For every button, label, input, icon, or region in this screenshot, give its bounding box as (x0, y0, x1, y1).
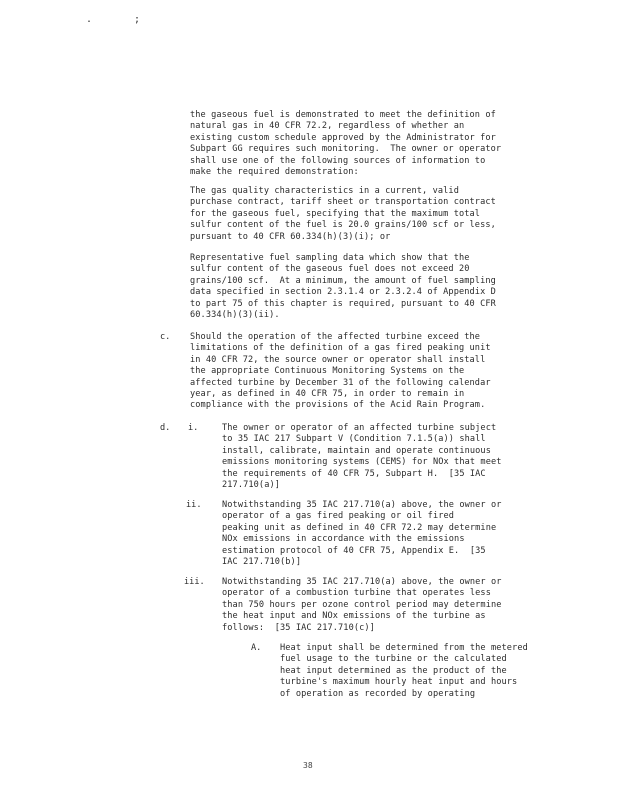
item-c-text: Should the operation of the affected turbine exceed the limitations of the definition of a gas fired peaking unit in 40 CFR 72, the source owner or operator shall install the appropriate Continuous Monitoring Systems on the affected turbine by December 31 of the following calendar year, as defined in 40 CFR 75, in order to remain in compliance with the provisions of the Acid Rain Program. (190, 332, 491, 411)
item-d-iii-text: Notwithstanding 35 IAC 217.710(a) above, the owner or operator of a combustion turbine that operates less than 750 hours per ozone control period may determine the heat input and NOx emissions of the turbine as follows: [35 IAC 217.710(c)] (222, 577, 502, 633)
item-d-ii-text: Notwithstanding 35 IAC 217.710(a) above, the owner or operator of a gas fired peaking or oil fired peaking unit as defined in 40 CFR 72.2 may determine NOx emissions in accordance with the emissions estimation protocol of 40 CFR 75, Appendix E. [35 IAC 217.710(b)] (222, 500, 502, 568)
intro-paragraph: the gaseous fuel is demonstrated to meet the definition of natural gas in 40 CFR 72.2, regardless of whether an existing custom schedule approved by the Administrator for Subpart GG requires such monitoring. The owner or operator shall use one of the following sources of information to make the required demonstration: (190, 110, 502, 178)
option-purchase-contract: The gas quality characteristics in a current, valid purchase contract, tariff sheet or transportation contract for the gaseous fuel, specifying that the maximum total sulfur content of the fuel is 20.0 grains/100 scf or less, pursuant to 40 CFR 60.334(h)(3)(i); or (190, 186, 496, 242)
item-d-i-text: The owner or operator of an affected turbine subject to 35 IAC 217 Subpart V (Condition 7.1.5(a)) shall install, calibrate, maintain and operate continuous emissions monitoring systems (CEMS) for NOx that meet the requirements of 40 CFR 75, Subpart H. [35 IAC 217.710(a)] (222, 423, 502, 491)
page-number: 38 (303, 761, 313, 770)
item-d-iii-label: iii. (184, 577, 205, 587)
item-d-ii-label: ii. (186, 500, 202, 510)
item-d-i-label: i. (188, 423, 199, 433)
option-fuel-sampling: Representative fuel sampling data which show that the sulfur content of the gaseous fuel does not exceed 20 grains/100 scf. At a minimum, the amount of fuel sampling data specified in section 2.3.1.4 or 2.3.2.4 of Appendix D to part 75 of this chapter is required, pursuant to 40 CFR 60.334(h)(3)(ii). (190, 253, 496, 321)
item-d-A-label: A. (251, 643, 262, 653)
item-d-label: d. (160, 423, 171, 433)
scan-marks: . ; (86, 14, 159, 25)
item-c-label: c. (160, 332, 171, 342)
item-d-A-text: Heat input shall be determined from the metered fuel usage to the turbine or the calculated heat input determined as the product of the turbine's maximum hourly heat input and hours of operation as recorded by operating (280, 643, 528, 699)
